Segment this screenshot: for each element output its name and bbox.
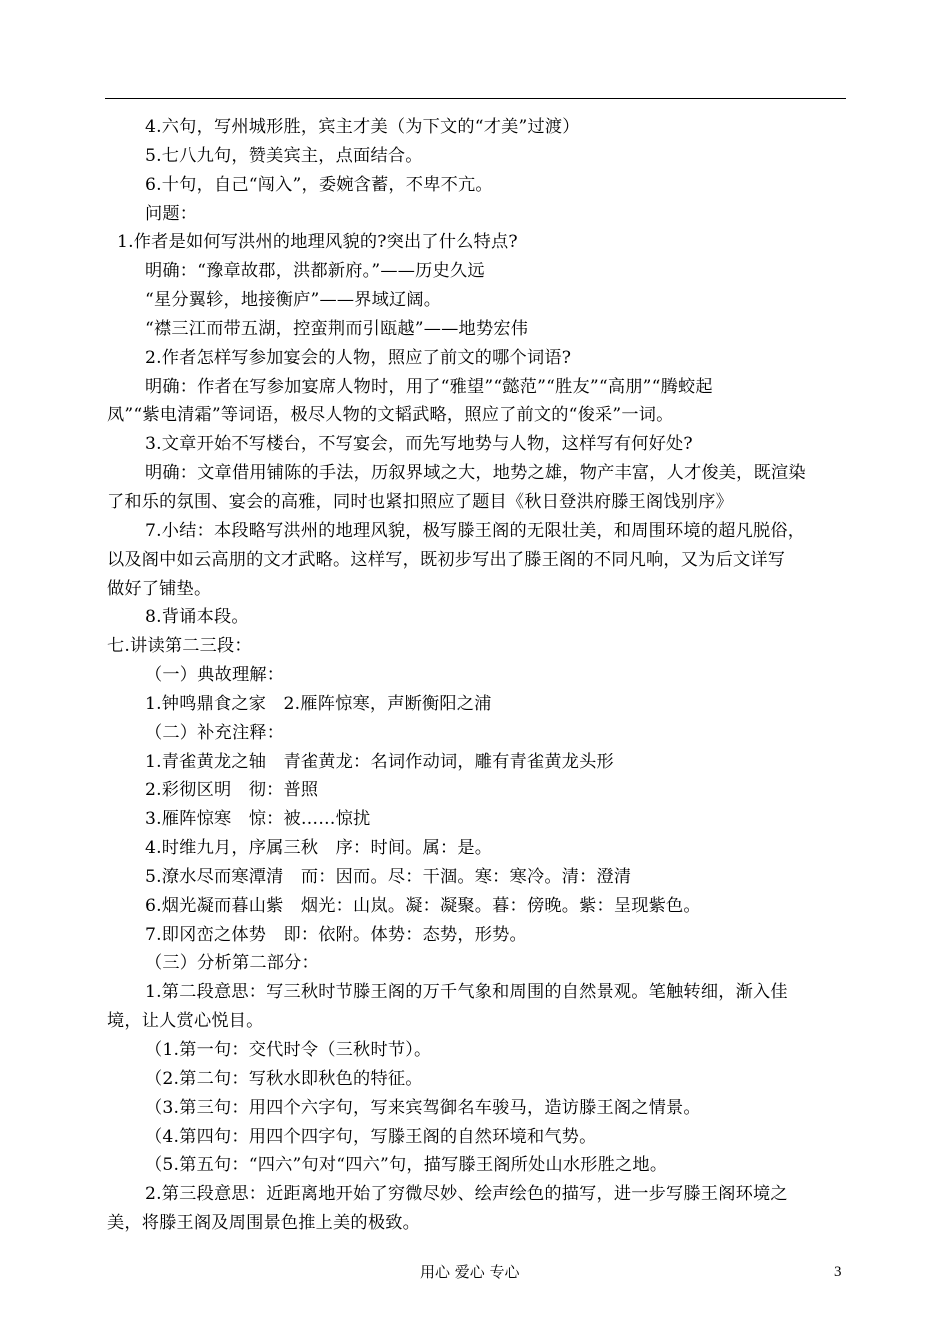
text-line: “星分翼轸，地接衡庐”——界域辽阔。	[145, 290, 442, 311]
text-line: 7.即冈峦之体势 即：依附。体势：态势，形势。	[145, 924, 527, 945]
text-line: 6.烟光凝而暮山紫 烟光：山岚。凝：凝聚。暮：傍晚。紫：呈现紫色。	[145, 895, 701, 916]
text-line: 6.十句，自己“闯入”，委婉含蓄，不卑不亢。	[145, 174, 493, 195]
text-line: 凤”“紫电清霜”等词语，极尽人物的文韬武略，照应了前文的“俊采”一词。	[107, 405, 674, 426]
text-line: （4.第四句：用四个四字句，写滕王阁的自然环境和气势。	[145, 1126, 597, 1147]
text-line: 4.时维九月，序属三秋 序：时间。属：是。	[145, 838, 493, 859]
text-line: 8.背诵本段。	[145, 607, 249, 628]
text-line: 做好了铺垫。	[107, 578, 212, 599]
page-number: 3	[834, 1264, 842, 1280]
text-line: 明确：“豫章故郡，洪都新府。”——历史久远	[145, 261, 485, 282]
document-body	[107, 113, 849, 1238]
text-line: 3.文章开始不写楼台，不写宴会，而先写地势与人物，这样写有何好处?	[145, 434, 693, 455]
text-line: 了和乐的氛围、宴会的高雅，同时也紧扣照应了题目《秋日登洪府滕王阁饯别序》	[107, 491, 733, 512]
text-line: 5.七八九句，赞美宾主，点面结合。	[145, 145, 423, 166]
text-line: 七.讲读第二三段：	[107, 636, 252, 657]
text-line: 明确：文章借用铺陈的手法，历叙界域之大，地势之雄，物产丰富，人才俊美，既渲染	[145, 463, 806, 484]
text-line: 境，让人赏心悦目。	[107, 1011, 264, 1032]
text-line: 1.作者是如何写洪州的地理风貌的?突出了什么特点?	[117, 232, 518, 253]
text-line: 问题：	[145, 203, 198, 224]
text-line: （5.第五句：“四六”句对“四六”句，描写滕王阁所处山水形胜之地。	[145, 1155, 668, 1176]
footer-text: 用心 爱心 专心	[420, 1263, 520, 1281]
text-line: 美，将滕王阁及周围景色推上美的极致。	[107, 1213, 420, 1234]
text-line: 1.钟鸣鼎食之家 2.雁阵惊寒，声断衡阳之浦	[145, 693, 492, 714]
header-rule	[105, 98, 846, 99]
text-line: 4.六句，写州城形胜，宾主才美（为下文的“才美”过渡）	[145, 117, 580, 137]
text-line: 5.潦水尽而寒潭清 而：因而。尽：干涸。寒：寒冷。清：澄清	[145, 866, 632, 887]
text-line: 以及阁中如云高朋的文才武略。这样写，既初步写出了滕王阁的不同凡响，又为后文详写	[107, 549, 786, 570]
text-line: 2.第三段意思：近距离地开始了穷微尽妙、绘声绘色的描写，进一步写滕王阁环境之	[145, 1184, 788, 1205]
text-line: 1.第二段意思：写三秋时节滕王阁的万千气象和周围的自然景观。笔触转细，渐入佳	[145, 982, 788, 1003]
text-line: 2.作者怎样写参加宴会的人物，照应了前文的哪个词语?	[145, 347, 572, 368]
text-line: “襟三江而带五湖，控蛮荆而引瓯越”——地势宏伟	[145, 318, 529, 339]
text-line: （二）补充注释：	[145, 722, 285, 743]
text-line: （三）分析第二部分：	[145, 953, 319, 974]
text-line: （3.第三句：用四个六字句，写来宾驾御名车骏马，造访滕王阁之情景。	[145, 1097, 701, 1118]
text-line: 3.雁阵惊寒 惊：被……惊扰	[145, 809, 371, 830]
text-line: 7.小结：本段略写洪州的地理风貌，极写滕王阁的无限壮美，和周围环境的超凡脱俗，	[145, 520, 806, 541]
text-line: 明确：作者在写参加宴席人物时，用了“雅望”“懿范”“胜友”“高朋”“腾蛟起	[145, 376, 713, 397]
text-line: （2.第二句：写秋水即秋色的特征。	[145, 1068, 423, 1089]
text-line: 2.彩彻区明 彻：普照	[145, 780, 319, 801]
text-line: 1.青雀黄龙之轴 青雀黄龙：名词作动词，雕有青雀黄龙头形	[145, 751, 614, 772]
text-line: （1.第一句：交代时令（三秋时节）。	[145, 1040, 432, 1060]
text-line: （一）典故理解：	[145, 665, 285, 686]
